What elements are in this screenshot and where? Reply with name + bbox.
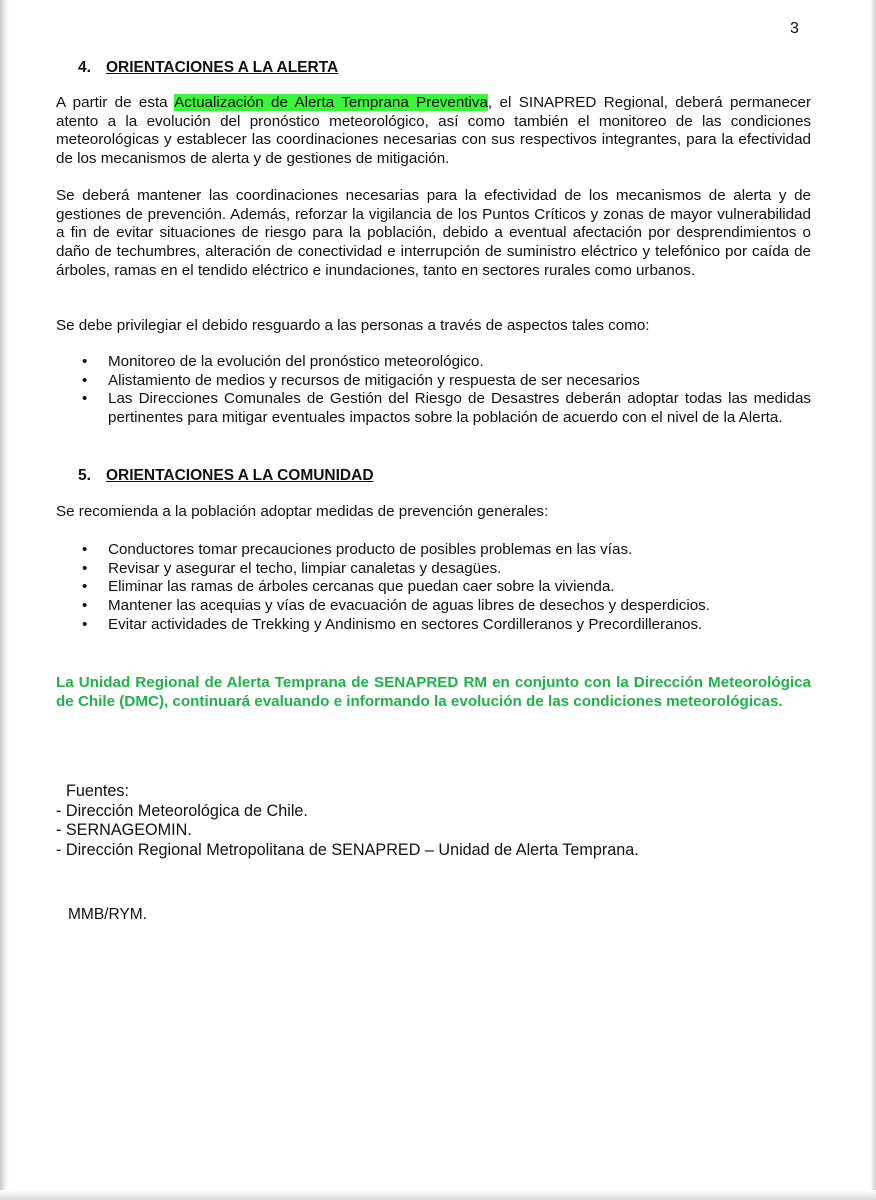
bullet-glyph: • [82, 578, 88, 596]
list-item: • Conductores tomar precauciones producto de posibles problemas en las vías. [82, 541, 633, 558]
list-item: • Eliminar las ramas de árboles cercanas que puedan caer sobre la vivienda. [82, 578, 615, 596]
page-left-edge-shadow [0, 0, 9, 1200]
section-5-number: 5. [78, 467, 91, 484]
section-4-paragraph-3: Se debe privilegiar el debido resguardo a las personas a través de aspectos tales como: [56, 317, 650, 334]
page-bottom-edge-shadow [0, 1190, 876, 1200]
page-number: 3 [790, 20, 799, 37]
section-4-heading [78, 59, 338, 78]
section-5-title: ORIENTACIONES A LA COMUNIDAD [106, 467, 374, 484]
closing-statement: La Unidad Regional de Alerta Temprana de SENAPRED RM en conjunto con la Dirección Meteorológica de Chile (DMC), continuará evaluando e informando la evolución de las condiciones meteorológicas. [56, 674, 811, 710]
bullet-glyph: • [82, 541, 88, 558]
section-4-bullet-list [56, 353, 811, 428]
bullet-glyph: • [82, 559, 88, 577]
section-5-intro: Se recomienda a la población adoptar medidas de prevención generales: [56, 503, 549, 520]
bullet-glyph: • [82, 597, 88, 615]
sources-label: Fuentes: [66, 782, 129, 800]
bullet-glyph: • [82, 390, 88, 408]
list-item: • Monitoreo de la evolución del pronóstico meteorológico. [82, 353, 484, 370]
section-4-title: ORIENTACIONES A LA ALERTA [106, 59, 339, 76]
author-initials: MMB/RYM. [68, 906, 147, 923]
paragraph-1-lead-text: A partir de esta [56, 94, 175, 111]
list-item: • Revisar y asegurar el techo, limpiar canaletas y desagües. [82, 559, 502, 577]
paragraph-1-rest-text: , el SINAPRED Regional, deberá permanecer atento a la evolución del pronóstico meteorológico, así como también el monitoreo de las condiciones meteorológicas y establecer las coordinaciones necesarias con sus respectivos integrantes, para la efectividad de los mecanismos de alerta y de gestiones de mitigación. [56, 94, 811, 168]
list-item: • Alistamiento de medios y recursos de mitigación y respuesta de ser necesarios [82, 371, 640, 389]
list-item: • Mantener las acequias y vías de evacuación de aguas libres de desechos y desperdicios. [82, 597, 710, 615]
section-4-number: 4. [78, 59, 91, 76]
sources-block [56, 782, 639, 860]
source-item: - Dirección Regional Metropolitana de SENAPRED – Unidad de Alerta Temprana. [56, 840, 639, 859]
section-5-heading [78, 467, 374, 486]
list-item: • Las Direcciones Comunales de Gestión del Riesgo de Desastres deberán adoptar todas las medidas pertinentes para mitigar eventuales impactos sobre la población de acuerdo con el nivel de la Alerta. [82, 390, 811, 427]
source-item: - Dirección Meteorológica de Chile. [56, 801, 308, 820]
highlighted-alert-name: Actualización de Alerta Temprana Preventiva [174, 94, 488, 111]
list-item: • Evitar actividades de Trekking y Andinismo en sectores Cordilleranos y Precordilleranos. [82, 615, 703, 633]
bullet-glyph: • [82, 371, 88, 389]
section-4-paragraph-1 [56, 94, 811, 169]
bullet-glyph: • [82, 353, 88, 370]
page-right-edge-shadow [870, 0, 876, 1200]
section-5-bullet-list [56, 541, 811, 635]
source-item: - SERNAGEOMIN. [56, 821, 192, 839]
bullet-glyph: • [82, 615, 88, 633]
section-4-paragraph-2: Se deberá mantener las coordinaciones necesarias para la efectividad de los mecanismos de alerta y de gestiones de prevención. Además, reforzar la vigilancia de los Puntos Críticos y zonas de mayor vulnerabilidad a fin de evitar situaciones de riesgo para la población, debido a eventual afectación por desprendimientos o daño de techumbres, alteración de conectividad e interrupción de suministro eléctrico y telefónico por caída de árboles, ramas en el tendido eléctrico e inundaciones, tanto en sectores rurales como urbanos. [56, 187, 811, 279]
